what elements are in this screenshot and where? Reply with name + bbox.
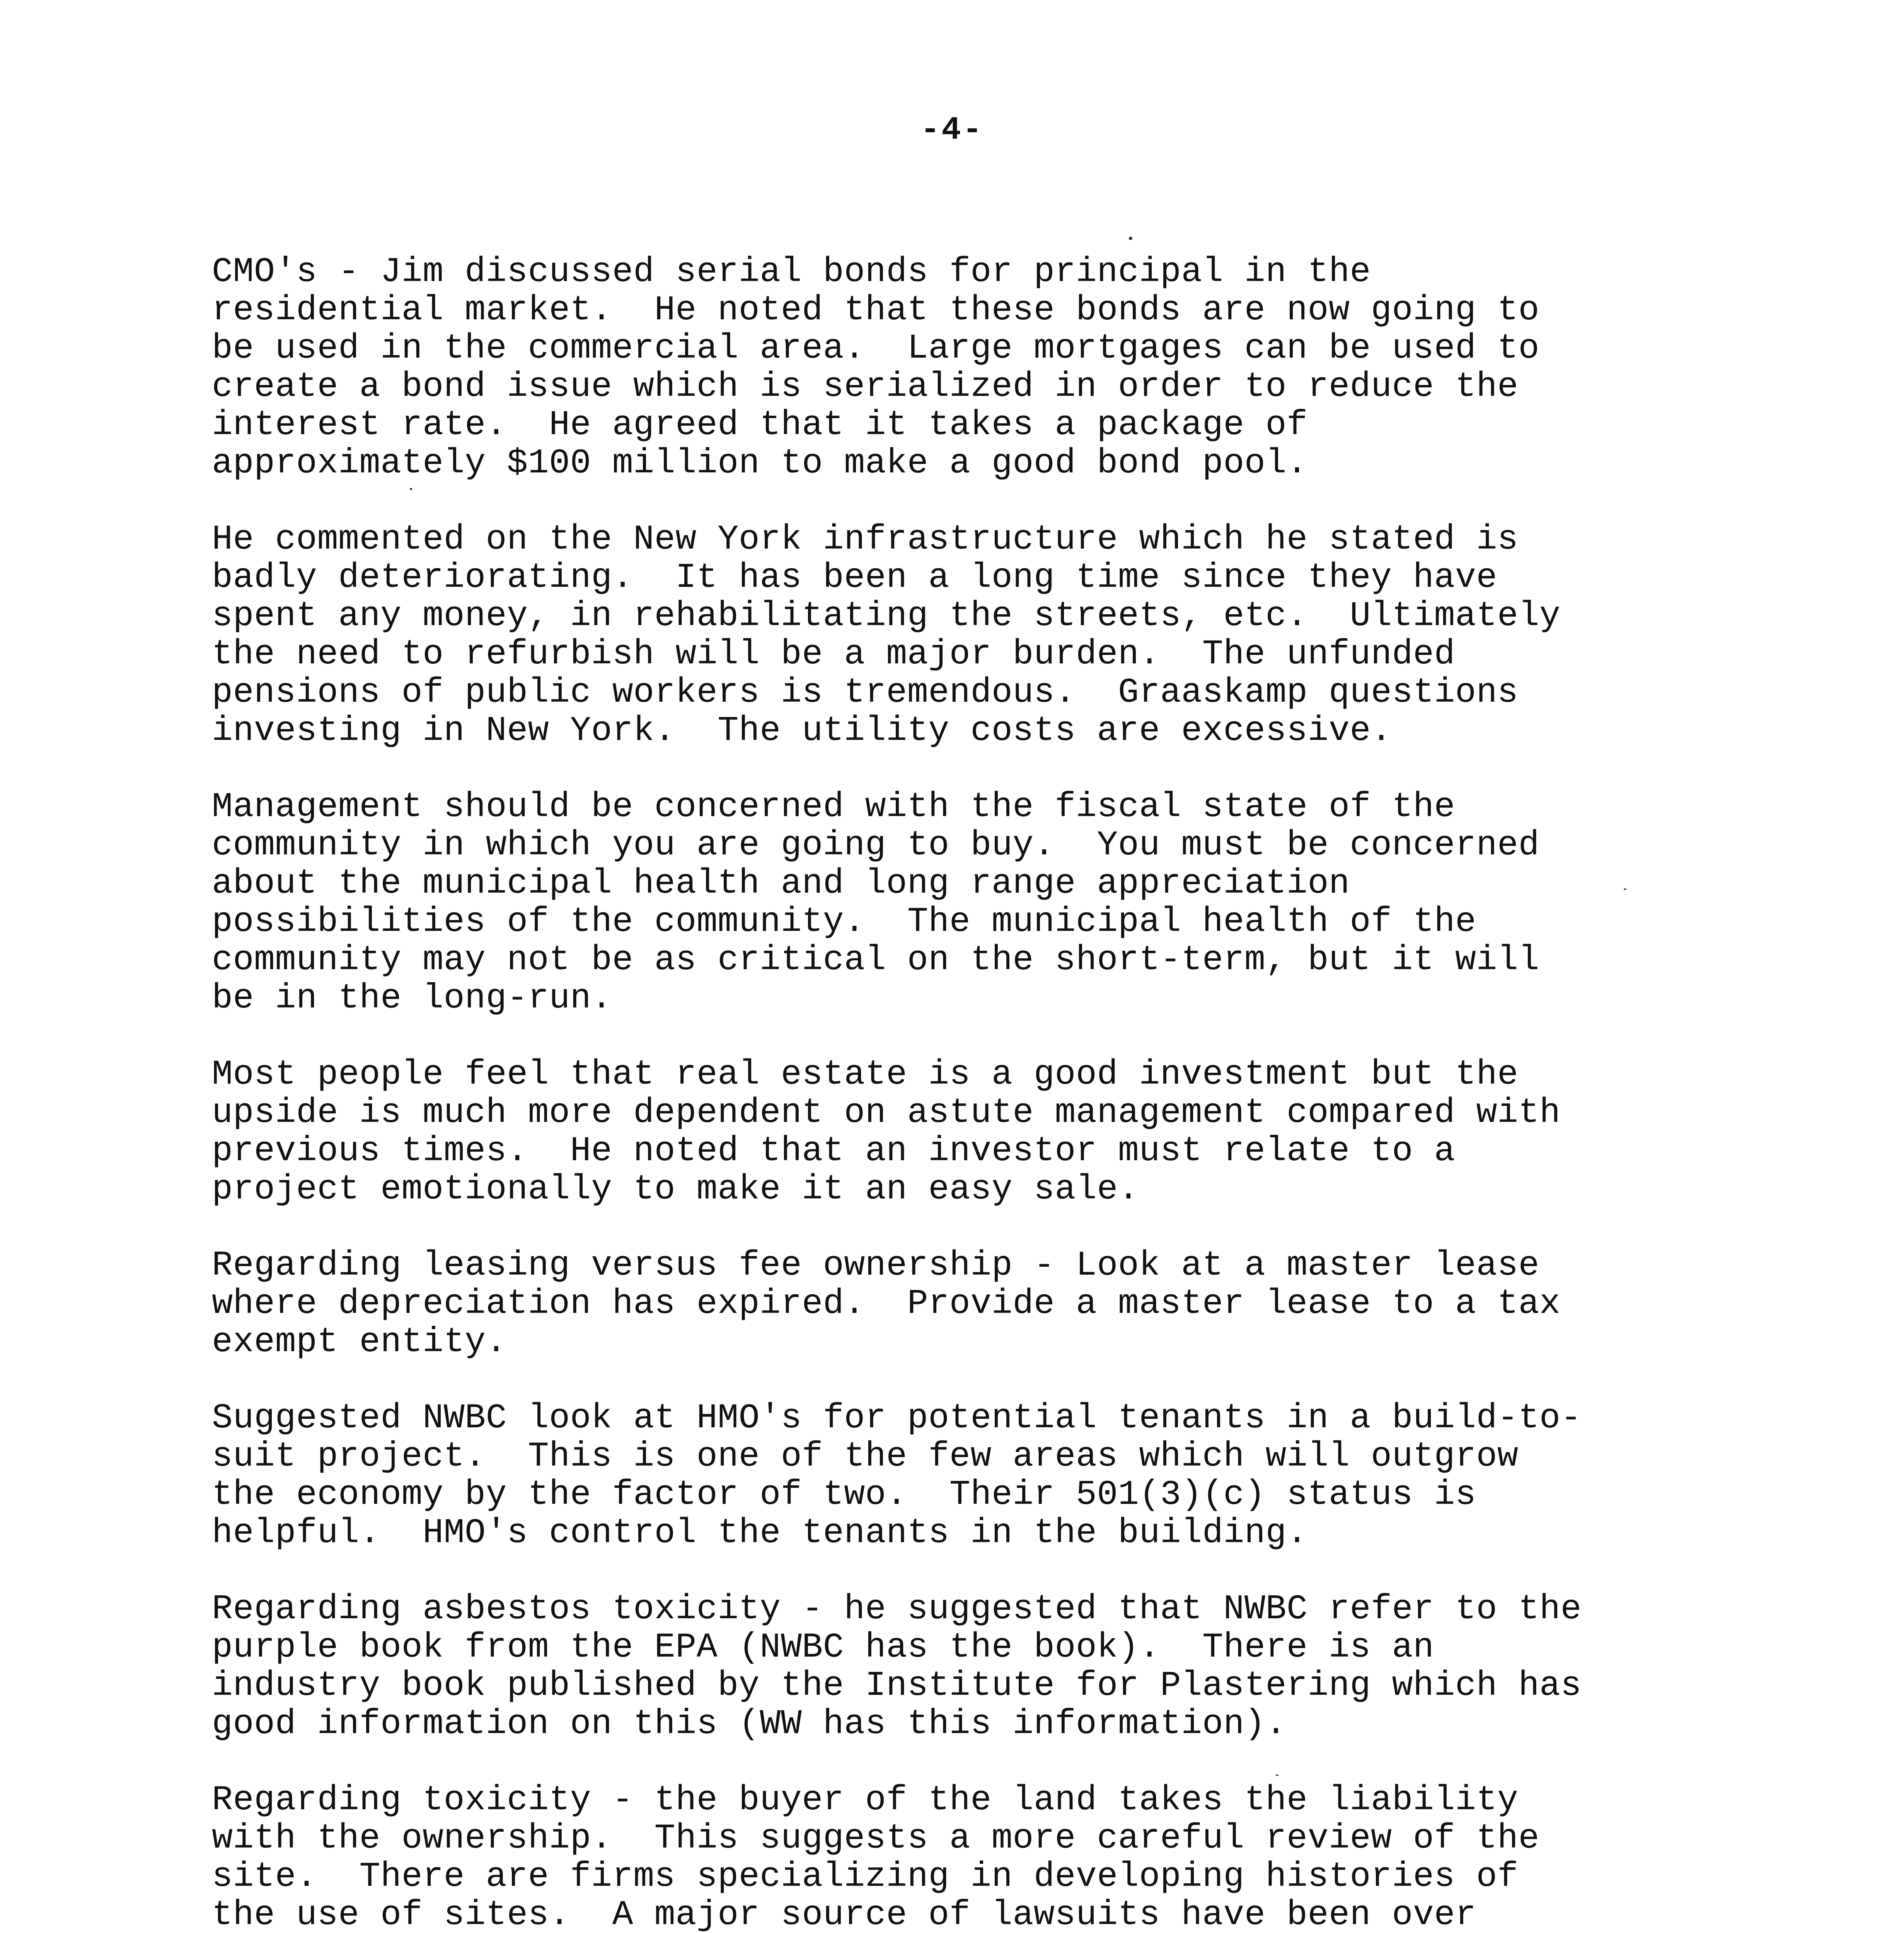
paragraph-hmo-tenants: Suggested NWBC look at HMO's for potential tenants in a build-to- suit project. This is one of the few areas which will outgrow the economy by the factor of two. Their 501(3)(c) status is helpful. HMO's control the tenants in the building. <box>212 1399 1582 1553</box>
paragraph-real-estate-investment: Most people feel that real estate is a good investment but the upside is much more dependent on astute management compared with previous times. He noted that an investor must relate to a project emotionally to make it an easy sale. <box>212 1055 1561 1209</box>
paragraph-leasing-vs-fee: Regarding leasing versus fee ownership - Look at a master lease where depreciation has expired. Provide a master lease to a tax exempt entity. <box>212 1246 1561 1362</box>
document-body <box>212 253 1751 1933</box>
paragraph-asbestos-toxicity: Regarding asbestos toxicity - he suggested that NWBC refer to the purple book from the EPA (NWBC has the book). There is an industry book published by the Institute for Plastering which has good information on this (WW has this information). <box>212 1590 1582 1744</box>
page-number: -4- <box>920 112 984 149</box>
paragraph-new-york-infrastructure: He commented on the New York infrastructure which he stated is badly deteriorating. It has been a long time since they have spent any money, in rehabilitating the streets, etc. Ultimately the need to refurbish will be a major burden. The unfunded pensions of public workers is tremendous. Graaskamp questions investing in New York. The utility costs are excessive. <box>212 520 1561 751</box>
scan-speck <box>1129 237 1132 240</box>
paragraph-fiscal-state: Management should be concerned with the fiscal state of the community in which you are going to buy. You must be concerned about the municipal health and long range appreciation possibilities of the community. The municipal health of the community may not be as critical on the short-term, but it will be in the long-run. <box>212 788 1540 1018</box>
paragraph-toxicity-liability: Regarding toxicity - the buyer of the land takes the liability with the ownership. This suggests a more careful review of the site. There are firms specializing in developing histories of the use of sites. A major source of lawsuits have been over <box>212 1781 1540 1933</box>
scan-speck <box>1276 1774 1278 1776</box>
scan-speck <box>410 488 412 490</box>
paragraph-cmos: CMO's - Jim discussed serial bonds for principal in the residential market. He noted that these bonds are now going to be used in the commercial area. Large mortgages can be used to create a bond issue which is serialized in order to reduce the interest rate. He agreed that it takes a package of approximately $100 million to make a good bond pool. <box>212 252 1540 483</box>
scan-speck <box>1624 888 1626 890</box>
